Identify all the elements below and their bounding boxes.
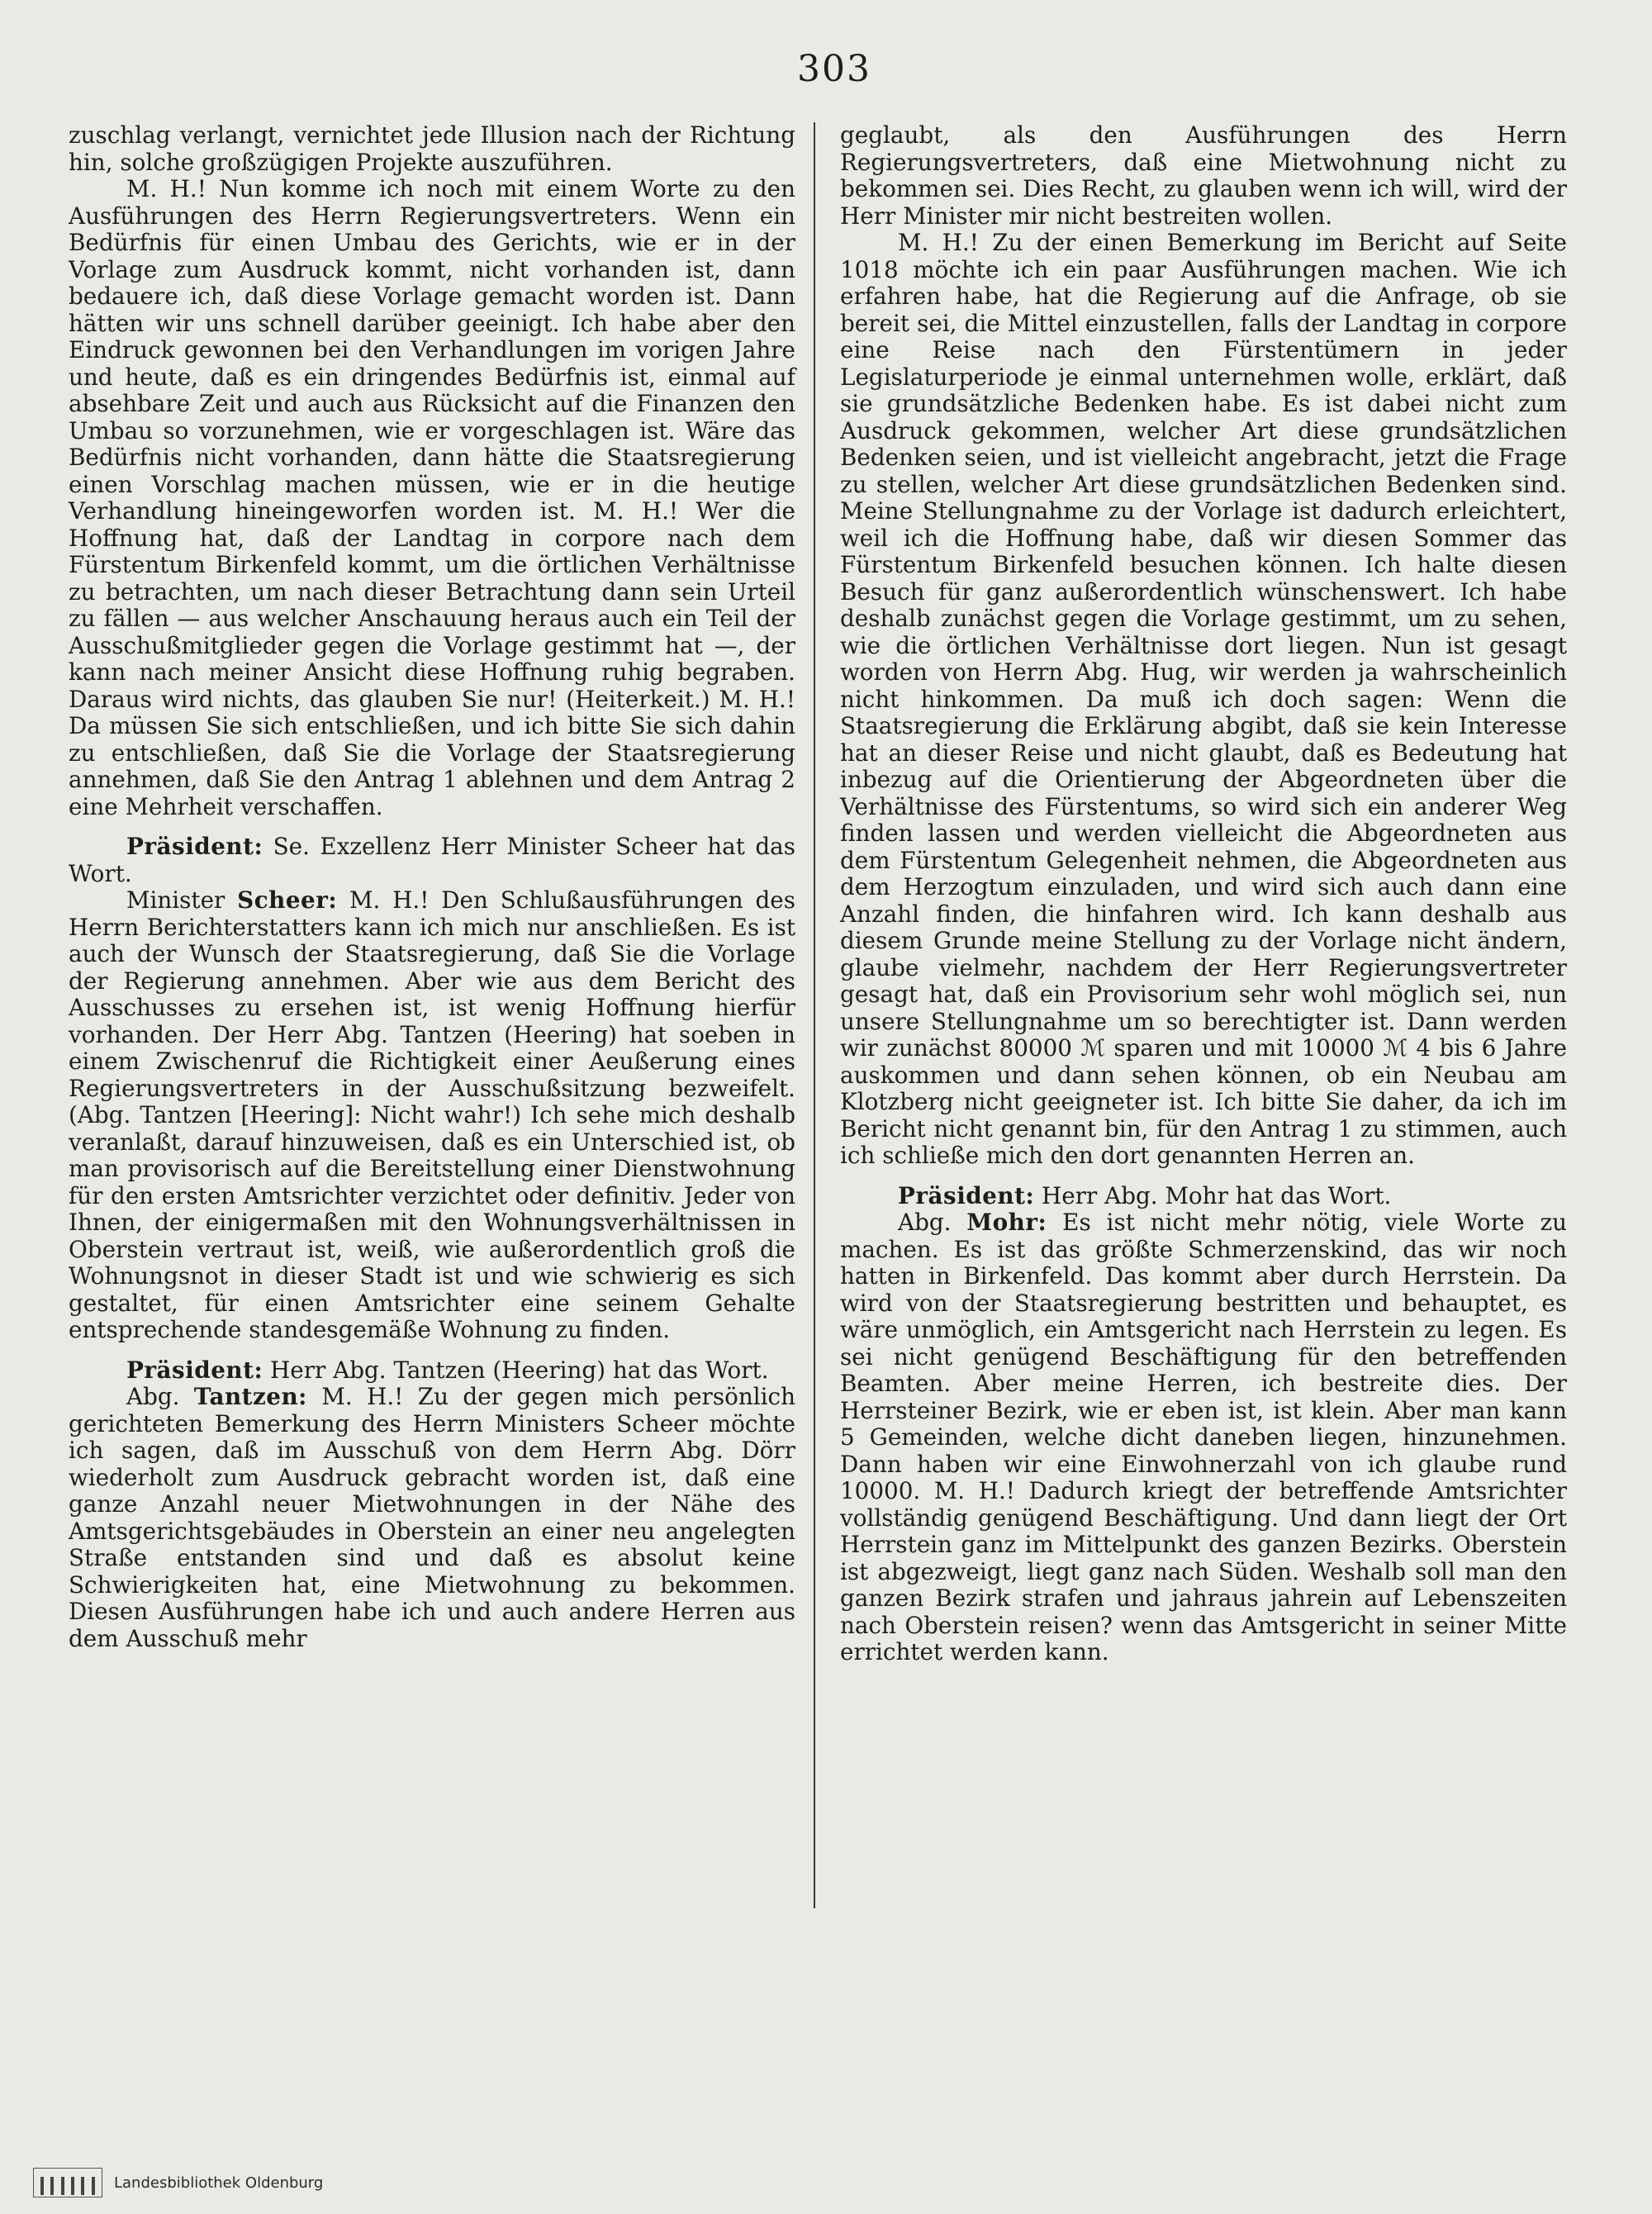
page-number: 303 <box>797 48 871 90</box>
speaker-role: Abg. <box>898 1209 967 1236</box>
speaker-role: Minister <box>126 886 238 914</box>
paragraph: zuschlag verlangt, vernichtet jede Illusion nach der Richtung hin, solche großzügigen Projekte auszuführen. <box>69 121 795 176</box>
speech-entry <box>69 1384 795 1652</box>
left-column <box>69 122 795 1652</box>
right-column <box>840 122 1567 1666</box>
speech-entry <box>840 1183 1567 1210</box>
speaker-role: Abg. <box>126 1383 194 1410</box>
speaker-label: Präsident: <box>898 1181 1035 1209</box>
speech-entry <box>840 1209 1567 1666</box>
speaker-label: Präsident: <box>126 833 263 860</box>
paragraph: geglaubt, als den Ausführungen des Herrn Regierungsvertreters, daß eine Mietwohnung nicht zu bekommen sei. Dies Recht, zu glauben wenn ich will, wird der Herr Minister mir nicht bestreiten wollen. <box>840 121 1567 230</box>
speech-entry <box>69 1357 795 1385</box>
column-divider <box>814 122 815 1908</box>
speech-text: Herr Abg. Tantzen (Heering) hat das Wort. <box>263 1356 769 1384</box>
speaker-label: Tantzen: <box>193 1383 307 1410</box>
speech-text: M. H.! Den Schlußausführungen des Herrn Berichterstatters kann ich mich nur anschließen. Es ist auch der Wunsch der Staatsregierung, daß Sie die Vorlage der Regierung annehmen. Aber wie aus dem Bericht des Ausschusses zu ersehen ist, ist wenig Hoffnung hierfür vorhanden. Der Herr Abg. Tantzen (Heering) hat soeben in einem Zwischenruf die Richtigkeit einer Aeußerung eines Regierungsvertreters in der Ausschußsitzung bezweifelt. (Abg. Tantzen [Heering]: Nicht wahr!) Ich sehe mich deshalb veranlaßt, darauf hinzuweisen, daß es ein Unterschied ist, ob man provisorisch auf die Bereitstellung einer Dienstwohnung für den ersten Amtsrichter verzichtet oder definitiv. Jeder von Ihnen, der einigermaßen mit den Wohnungsverhältnissen in Oberstein vertraut ist, weiß, wie außerordentlich groß die Wohnungsnot in dieser Stadt ist und wie schwierig es sich gestaltet, für einen Amtsrichter eine seinem Gehalte entsprechende standesgemäße Wohnung zu finden. <box>69 886 795 1343</box>
speaker-label: Scheer: <box>237 886 338 914</box>
speech-entry <box>69 834 795 887</box>
speech-text: M. H.! Zu der gegen mich persönlich gerichteten Bemerkung des Herrn Ministers Scheer möchte ich sagen, daß im Ausschuß von dem Herrn Abg. Dörr wiederholt zum Ausdruck gebracht worden ist, daß eine ganze Anzahl neuer Mietwohnungen in der Nähe des Amtsgerichtsgebäudes in Oberstein an einer neu angelegten Straße entstanden sind und daß es absolut keine Schwierigkeiten hat, eine Mietwohnung zu bekommen. Diesen Ausführungen habe ich und auch andere Herren aus dem Ausschuß mehr <box>69 1383 795 1652</box>
speech-text: Es ist nicht mehr nötig, viele Worte zu machen. Es ist das größte Schmerzenskind, das wir noch hatten in Birkenfeld. Das kommt aber durch Herrstein. Da wird von der Staatsregierung bestritten und behauptet, es wäre unmöglich, ein Amtsgericht nach Herrstein zu legen. Es sei nicht genügend Beschäftigung für den betreffenden Beamten. Aber meine Herren, ich bestreite dies. Der Herrsteiner Bezirk, wie er eben ist, ist klein. Aber man kann 5 Gemeinden, welche dicht daneben liegen, hinzunehmen. Dann haben wir eine Einwohnerzahl von ich glaube rund 10000. M. H.! Dadurch kriegt der betreffende Amtsrichter vollständig genügend Beschäftigung. Und dann liegt der Ort Herrstein ganz im Mittelpunkt des ganzen Bezirks. Oberstein ist abgezweigt, liegt ganz nach Süden. Weshalb soll man den ganzen Bezirk strafen und jahraus jahrein auf Lebenszeiten nach Oberstein reisen? wenn das Amtsgericht in seiner Mitte errichtet werden kann. <box>840 1209 1567 1665</box>
library-logo-icon <box>33 2168 102 2197</box>
speech-entry <box>69 887 795 1344</box>
speaker-label: Präsident: <box>126 1356 263 1384</box>
library-name: Landesbibliothek Oldenburg <box>114 2174 324 2192</box>
paragraph: M. H.! Zu der einen Bemerkung im Bericht auf Seite 1018 möchte ich ein paar Ausführungen machen. Wie ich erfahren habe, hat die Regierung auf die Anfrage, ob sie bereit sei, die Mittel einzustellen, falls der Landtag in corpore eine Reise nach den Fürstentümern in jeder Legislaturperiode je einmal unternehmen wolle, erklärt, daß sie grundsätzliche Bedenken habe. Es ist dabei nicht zum Ausdruck gekommen, welcher Art diese grundsätzlichen Bedenken seien, und ist vielleicht angebracht, jetzt die Frage zu stellen, welcher Art diese grundsätzlichen Bedenken sind. Meine Stellungnahme zu der Vorlage ist dadurch erleichtert, weil ich die Hoffnung habe, daß wir diesen Sommer das Fürstentum Birkenfeld besuchen können. Ich halte diesen Besuch für ganz außerordentlich wünschenswert. Ich habe deshalb zunächst gegen die Vorlage gestimmt, um zu sehen, wie die örtlichen Verhältnisse dort liegen. Nun ist gesagt worden von Herrn Abg. Hug, wir werden ja wahrscheinlich nicht hinkommen. Da muß ich doch sagen: Wenn die Staatsregierung die Erklärung abgibt, daß sie kein Interesse hat an dieser Reise und nicht glaubt, daß es Bedeutung hat inbezug auf die Orientierung der Abgeordneten über die Verhältnisse des Fürstentums, so wird sich ein anderer Weg finden lassen und werden vielleicht die Abgeordneten aus dem Fürstentum Gelegenheit nehmen, die Abgeordneten aus dem Herzogtum einzuladen, und wird sich auch dann eine Anzahl finden, die hinfahren wird. Ich kann deshalb aus diesem Grunde meine Stellung zu der Vorlage nicht ändern, glaube vielmehr, nachdem der Herr Regierungsvertreter gesagt hat, daß ein Provisorium sehr wohl möglich sei, nun unsere Stellungnahme um so berechtigter ist. Dann werden wir zunächst 80000 ℳ sparen und mit 10000 ℳ 4 bis 6 Jahre auskommen und dann sehen können, ob ein Neubau am Klotzberg nicht geeigneter ist. Ich bitte Sie daher, da ich im Bericht nicht genannt bin, für den Antrag 1 zu stimmen, auch ich schließe mich den dort genannten Herren an. <box>840 229 1567 1169</box>
speaker-label: Mohr: <box>966 1209 1047 1236</box>
paragraph: M. H.! Nun komme ich noch mit einem Worte zu den Ausführungen des Herrn Regierungsvertreters. Wenn ein Bedürfnis für einen Umbau des Gerichts, wie er in der Vorlage zum Ausdruck kommt, nicht vorhanden ist, dann bedauere ich, daß diese Vorlage gemacht worden ist. Dann hätten wir uns schnell darüber geeinigt. Ich habe aber den Eindruck gewonnen bei den Verhandlungen im vorigen Jahre und heute, daß es ein dringendes Bedürfnis ist, einmal auf absehbare Zeit und auch aus Rücksicht auf die Finanzen den Umbau so vorzunehmen, wie er vorgeschlagen ist. Wäre das Bedürfnis nicht vorhanden, dann hätte die Staatsregierung einen Vorschlag machen müssen, wie er in die heutige Verhandlung hineingeworfen worden ist. M. H.! Wer die Hoffnung hat, daß der Landtag in corpore nach dem Fürstentum Birkenfeld kommt, um die örtlichen Verhältnisse zu betrachten, um nach dieser Betrachtung dann sein Urteil zu fällen — aus welcher Anschauung heraus auch ein Teil der Ausschußmitglieder gegen die Vorlage gestimmt hat —, der kann nach meiner Ansicht diese Hoffnung ruhig begraben. Daraus wird nichts, das glauben Sie nur! (Heiterkeit.) M. H.! Da müssen Sie sich entschließen, und ich bitte Sie sich dahin zu entschließen, daß Sie die Vorlage der Staatsregierung annehmen, daß Sie den Antrag 1 ablehnen und dem Antrag 2 eine Mehrheit verschaffen. <box>69 175 795 820</box>
speech-text: Se. Exzellenz Herr Minister Scheer hat das Wort. <box>69 833 795 887</box>
speech-text: Herr Abg. Mohr hat das Wort. <box>1034 1181 1392 1209</box>
footer <box>33 2168 323 2197</box>
